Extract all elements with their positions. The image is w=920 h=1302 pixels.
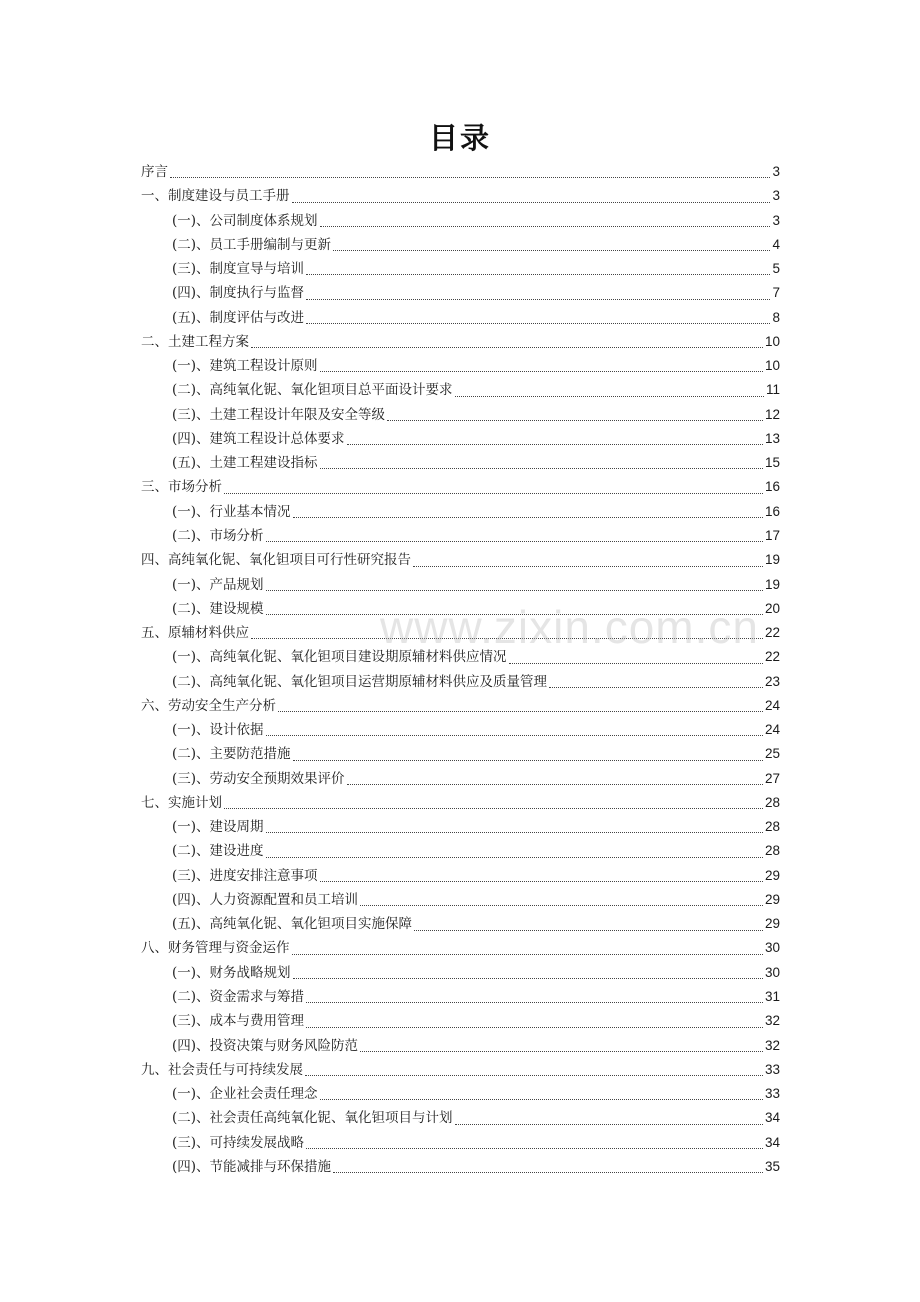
toc-entry-page-number: 34 [764,1134,780,1150]
toc-entry-page-number: 25 [764,746,780,762]
toc-entry-page-number: 13 [764,430,780,446]
toc-entry-title: (四)、投资决策与财务风险防范 [172,1037,359,1054]
dot-leader [266,573,763,597]
toc-section-entry[interactable] [141,573,780,597]
toc-entry-title: (五)、制度评估与改进 [172,309,305,326]
toc-entry-page-number: 12 [764,406,780,422]
toc-section-entry[interactable] [141,1082,780,1106]
dot-leader [306,1131,763,1155]
toc-section-entry[interactable] [141,233,780,257]
toc-entry-title: (一)、高纯氧化铌、氧化钽项目建设期原辅材料供应情况 [172,649,507,666]
toc-chapter-entry[interactable] [141,160,780,184]
toc-entry-page-number: 3 [772,188,780,204]
toc-entry-page-number: 33 [764,1086,780,1102]
toc-section-entry[interactable] [141,767,780,791]
toc-section-entry[interactable] [141,597,780,621]
toc-section-entry[interactable] [141,645,780,669]
toc-entry-title: (一)、行业基本情况 [172,503,291,520]
toc-entry-page-number: 23 [764,673,780,689]
toc-entry-title: (一)、企业社会责任理念 [172,1086,318,1103]
toc-section-entry[interactable] [141,257,780,281]
toc-entry-title: 九、社会责任与可持续发展 [141,1061,303,1078]
dot-leader [266,524,763,548]
toc-section-entry[interactable] [141,718,780,742]
toc-section-entry[interactable] [141,815,780,839]
toc-chapter-entry[interactable] [141,548,780,572]
toc-entry-page-number: 7 [772,285,780,301]
toc-entry-page-number: 10 [764,358,780,374]
toc-entry-page-number: 19 [764,576,780,592]
dot-leader [360,888,763,912]
toc-section-entry[interactable] [141,1131,780,1155]
dot-leader [293,961,763,985]
toc-section-entry[interactable] [141,1106,780,1130]
toc-entry-page-number: 8 [772,309,780,325]
toc-entry-title: (二)、建设规模 [172,600,264,617]
toc-entry-page-number: 28 [764,819,780,835]
dot-leader [455,378,764,402]
dot-leader [549,670,763,694]
dot-leader [347,767,763,791]
page-title: 目录 [428,121,491,155]
toc-entry-title: 一、制度建设与员工手册 [141,188,290,205]
toc-chapter-entry[interactable] [141,330,780,354]
toc-entry-page-number: 10 [764,333,780,349]
toc-entry-page-number: 3 [772,212,780,228]
toc-entry-page-number: 30 [764,964,780,980]
toc-chapter-entry[interactable] [141,475,780,499]
toc-section-entry[interactable] [141,354,780,378]
dot-leader [306,306,770,330]
toc-entry-page-number: 16 [764,503,780,519]
toc-entry-page-number: 32 [764,1013,780,1029]
toc-entry-title: 序言 [141,163,168,180]
toc-entry-title: (三)、成本与费用管理 [172,1013,305,1030]
dot-leader [347,427,763,451]
toc-entry-title: (三)、可持续发展战略 [172,1134,305,1151]
toc-entry-page-number: 17 [764,527,780,543]
toc-entry-title: (四)、建筑工程设计总体要求 [172,430,345,447]
dot-leader [251,330,763,354]
toc-entry-page-number: 24 [764,697,780,713]
dot-leader [320,354,763,378]
toc-section-entry[interactable] [141,864,780,888]
toc-entry-title: (一)、建筑工程设计原则 [172,358,318,375]
toc-chapter-entry[interactable] [141,937,780,961]
toc-section-entry[interactable] [141,281,780,305]
toc-chapter-entry[interactable] [141,694,780,718]
dot-leader [333,233,770,257]
toc-chapter-entry[interactable] [141,621,780,645]
toc-entry-page-number: 20 [764,600,780,616]
toc-entry-page-number: 31 [764,989,780,1005]
dot-leader [278,694,763,718]
toc-entry-title: 二、土建工程方案 [141,333,249,350]
dot-leader [320,1082,763,1106]
toc-entry-page-number: 15 [764,455,780,471]
dot-leader [306,281,770,305]
dot-leader [509,645,763,669]
toc-entry-page-number: 3 [772,163,780,179]
dot-leader [387,403,763,427]
toc-entry-page-number: 5 [772,261,780,277]
toc-entry-title: 六、劳动安全生产分析 [141,697,276,714]
dot-leader [360,1034,763,1058]
toc-section-entry[interactable] [141,961,780,985]
toc-entry-title: (五)、高纯氧化铌、氧化钽项目实施保障 [172,916,413,933]
dot-leader [266,718,763,742]
toc-entry-title: (一)、设计依据 [172,722,264,739]
toc-entry-page-number: 29 [764,916,780,932]
dot-leader [251,621,763,645]
toc-entry-page-number: 28 [764,843,780,859]
toc-section-entry[interactable] [141,1155,780,1179]
dot-leader [455,1106,763,1130]
toc-section-entry[interactable] [141,670,780,694]
toc-entry-page-number: 29 [764,867,780,883]
toc-entry-title: (一)、产品规划 [172,576,264,593]
toc-entry-title: 四、高纯氧化铌、氧化钽项目可行性研究报告 [141,552,411,569]
dot-leader [414,912,763,936]
toc-entry-page-number: 32 [764,1037,780,1053]
toc-entry-title: (三)、进度安排注意事项 [172,867,318,884]
toc-section-entry[interactable] [141,306,780,330]
toc-entry-title: (五)、土建工程建设指标 [172,455,318,472]
dot-leader [320,209,771,233]
table-of-contents [141,160,780,1179]
toc-entry-title: 七、实施计划 [141,794,222,811]
dot-leader [306,985,763,1009]
toc-chapter-entry[interactable] [141,184,780,208]
dot-leader [320,864,763,888]
toc-section-entry[interactable] [141,912,780,936]
dot-leader [292,184,771,208]
dot-leader [306,257,770,281]
dot-leader [305,1058,763,1082]
dot-leader [413,548,763,572]
toc-section-entry[interactable] [141,378,780,402]
toc-section-entry[interactable] [141,888,780,912]
toc-entry-title: (二)、主要防范措施 [172,746,291,763]
dot-leader [224,475,763,499]
toc-entry-title: (二)、高纯氧化铌、氧化钽项目运营期原辅材料供应及质量管理 [172,673,548,690]
dot-leader [293,500,763,524]
toc-entry-title: (一)、财务战略规划 [172,964,291,981]
toc-entry-title: (二)、建设进度 [172,843,264,860]
toc-section-entry[interactable] [141,742,780,766]
dot-leader [170,160,770,184]
dot-leader [292,937,763,961]
dot-leader [224,791,763,815]
toc-entry-page-number: 16 [764,479,780,495]
toc-section-entry[interactable] [141,524,780,548]
toc-entry-title: (二)、资金需求与筹措 [172,989,305,1006]
toc-entry-page-number: 11 [765,382,780,398]
toc-entry-title: (三)、土建工程设计年限及安全等级 [172,406,386,423]
dot-leader [306,1009,763,1033]
toc-section-entry[interactable] [141,427,780,451]
toc-entry-page-number: 4 [772,236,780,252]
toc-entry-page-number: 28 [764,794,780,810]
toc-entry-title: (一)、建设周期 [172,819,264,836]
dot-leader [293,742,763,766]
toc-chapter-entry[interactable] [141,1058,780,1082]
dot-leader [320,451,763,475]
toc-section-entry[interactable] [141,985,780,1009]
toc-entry-title: 八、财务管理与资金运作 [141,940,290,957]
toc-entry-page-number: 24 [764,722,780,738]
toc-section-entry[interactable] [141,1009,780,1033]
toc-section-entry[interactable] [141,500,780,524]
watermark: www.zixin.com.cn [380,601,759,653]
toc-section-entry[interactable] [141,451,780,475]
toc-section-entry[interactable] [141,839,780,863]
toc-entry-page-number: 35 [764,1158,780,1174]
toc-entry-title: (一)、公司制度体系规划 [172,212,318,229]
toc-entry-title: (三)、劳动安全预期效果评价 [172,770,345,787]
toc-entry-title: (二)、员工手册编制与更新 [172,236,332,253]
toc-entry-title: 三、市场分析 [141,479,222,496]
toc-section-entry[interactable] [141,403,780,427]
dot-leader [266,839,763,863]
dot-leader [333,1155,763,1179]
toc-entry-page-number: 22 [764,649,780,665]
toc-entry-title: 五、原辅材料供应 [141,625,249,642]
toc-entry-page-number: 19 [764,552,780,568]
toc-section-entry[interactable] [141,209,780,233]
toc-entry-page-number: 22 [764,625,780,641]
toc-entry-title: (二)、高纯氧化铌、氧化钽项目总平面设计要求 [172,382,453,399]
toc-entry-page-number: 34 [764,1110,780,1126]
toc-entry-title: (三)、制度宣导与培训 [172,261,305,278]
toc-entry-page-number: 27 [764,770,780,786]
toc-entry-title: (四)、节能减排与环保措施 [172,1158,332,1175]
toc-entry-page-number: 29 [764,891,780,907]
toc-entry-title: (四)、制度执行与监督 [172,285,305,302]
toc-chapter-entry[interactable] [141,791,780,815]
toc-entry-title: (二)、社会责任高纯氧化铌、氧化钽项目与计划 [172,1110,453,1127]
toc-section-entry[interactable] [141,1034,780,1058]
toc-entry-title: (二)、市场分析 [172,527,264,544]
dot-leader [266,815,763,839]
toc-entry-page-number: 30 [764,940,780,956]
toc-entry-title: (四)、人力资源配置和员工培训 [172,891,359,908]
dot-leader [266,597,763,621]
toc-entry-page-number: 33 [764,1061,780,1077]
